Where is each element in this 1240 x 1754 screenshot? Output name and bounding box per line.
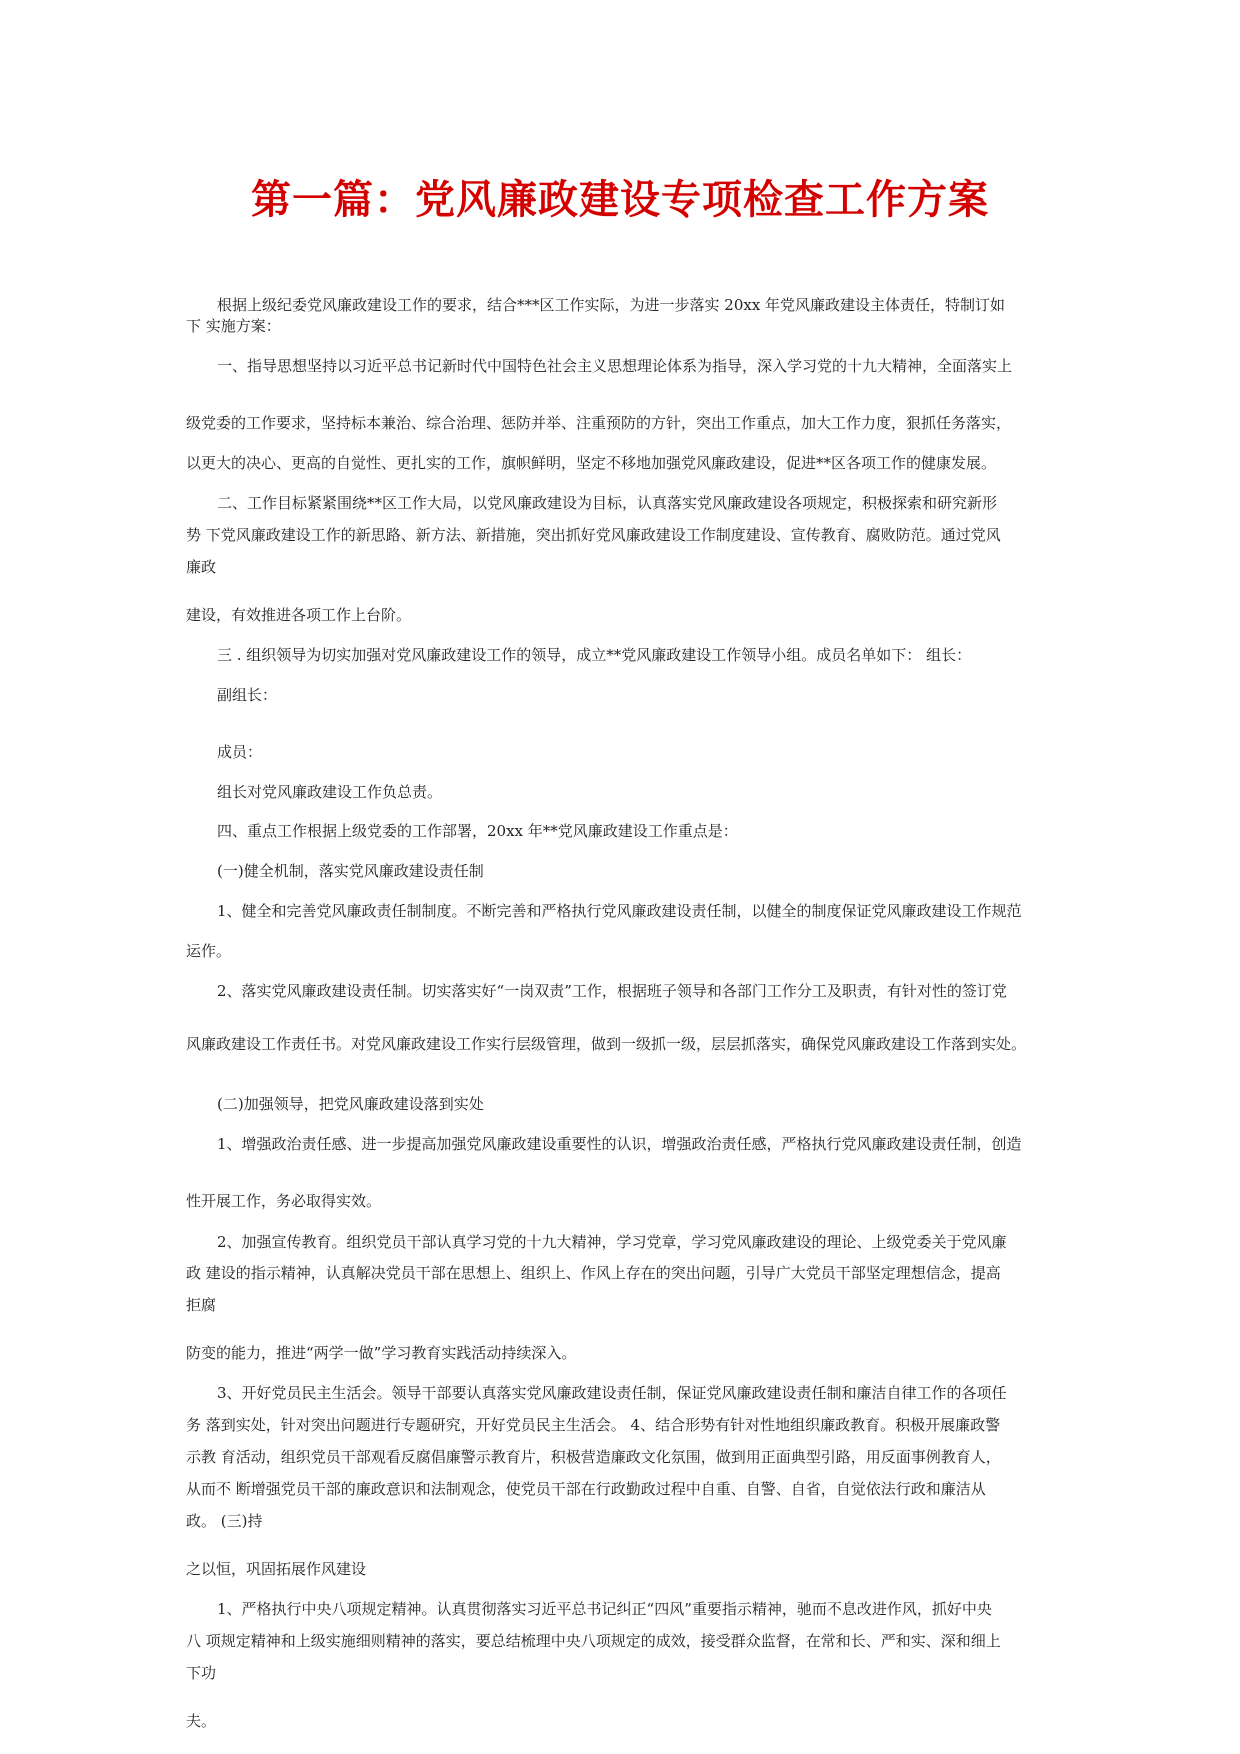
paragraph-line: 势 下党风廉政建设工作的新思路、新方法、新措施，突出抓好党风廉政建设工作制度建设、宣传教育、腐败防范。通过党风: [186, 526, 1001, 544]
paragraph-line: 组长对党风廉政建设工作负总责。: [217, 783, 443, 801]
paragraph-line: 下 实施方案：: [186, 317, 281, 335]
paragraph-line: 二、工作目标紧紧围绕**区工作大局，以党风廉政建设为目标，认真落实党风廉政建设各项规定，积极探索和研究新形: [217, 494, 998, 512]
paragraph-line: 1、增强政治责任感、进一步提高加强党风廉政建设重要性的认识，增强政治责任感，严格执行党风廉政建设责任制，创造: [217, 1135, 1022, 1153]
paragraph-line: 级党委的工作要求，坚持标本兼治、综合治理、惩防并举、注重预防的方针，突出工作重点，加大工作力度，狠抓任务落实，: [186, 414, 1012, 432]
paragraph-line: (二)加强领导，把党风廉政建设落到实处: [217, 1095, 484, 1113]
paragraph-line: 2、落实党风廉政建设责任制。切实落实好“一岗双责”工作，根据班子领导和各部门工作分工及职责，有针对性的签订党: [217, 982, 1007, 1000]
paragraph-line: 副组长：: [217, 686, 278, 704]
paragraph-line: 运作。: [186, 942, 232, 960]
paragraph-line: 一、指导思想坚持以习近平总书记新时代中国特色社会主义思想理论体系为指导，深入学习党的十九大精神，全面落实上: [217, 357, 1013, 375]
paragraph-line: 3、开好党员民主生活会。领导干部要认真落实党风廉政建设责任制，保证党风廉政建设责任制和廉洁自律工作的各项任: [217, 1384, 1007, 1402]
paragraph-line: 政。 (三)持: [186, 1512, 263, 1530]
paragraph-line: 拒腐: [186, 1296, 217, 1314]
paragraph-line: 夫。: [186, 1712, 217, 1730]
document-title: 第一篇：党风廉政建设专项检查工作方案: [251, 176, 989, 223]
paragraph-line: 四、重点工作根据上级党委的工作部署，20xx 年**党风廉政建设工作重点是：: [217, 822, 738, 840]
paragraph-line: 性开展工作，务必取得实效。: [186, 1192, 382, 1210]
paragraph-line: 三 . 组织领导为切实加强对党风廉政建设工作的领导，成立**党风廉政建设工作领导小组。成员名单如下： 组长：: [217, 646, 972, 664]
paragraph-line: 务 落到实处，针对突出问题进行专题研究，开好党员民主生活会。 4、结合形势有针对性地组织廉政教育。积极开展廉政警: [186, 1416, 1001, 1434]
paragraph-line: 示教 育活动，组织党员干部观看反腐倡廉警示教育片，积极营造廉政文化氛围，做到用正面典型引路，用反面事例教育人，: [186, 1448, 1001, 1466]
paragraph-line: 成员：: [217, 743, 263, 761]
paragraph-line: 下功: [186, 1664, 217, 1682]
paragraph-line: 八 项规定精神和上级实施细则精神的落实，要总结梳理中央八项规定的成效，接受群众监督，在常和长、严和实、深和细上: [186, 1632, 1001, 1650]
paragraph-line: 1、严格执行中央八项规定精神。认真贯彻落实习近平总书记纠正“四风”重要指示精神，驰而不息改进作风，抓好中央: [217, 1600, 992, 1618]
paragraph-line: 从而不 断增强党员干部的廉政意识和法制观念，使党员干部在行政勤政过程中自重、自警、自省，自觉依法行政和廉洁从: [186, 1480, 986, 1498]
paragraph-line: 之以恒，巩固拓展作风建设: [186, 1560, 367, 1578]
paragraph-line: 2、加强宣传教育。组织党员干部认真学习党的十九大精神，学习党章，学习党风廉政建设的理论、上级党委关于党风廉: [217, 1233, 1007, 1251]
paragraph-line: 建设，有效推进各项工作上台阶。: [186, 606, 412, 624]
paragraph-line: 政 建设的指示精神，认真解决党员干部在思想上、组织上、作风上存在的突出问题，引导广大党员干部坚定理想信念，提高: [186, 1264, 1001, 1282]
paragraph-line: 防变的能力，推进“两学一做”学习教育实践活动持续深入。: [186, 1344, 577, 1362]
paragraph-line: 风廉政建设工作责任书。对党风廉政建设工作实行层级管理，做到一级抓一级，层层抓落实，确保党风廉政建设工作落到实处。: [186, 1035, 1027, 1053]
paragraph-line: (一)健全机制，落实党风廉政建设责任制: [217, 862, 484, 880]
paragraph-line: 廉政: [186, 558, 217, 576]
paragraph-line: 1、健全和完善党风廉政责任制制度。不断完善和严格执行党风廉政建设责任制，以健全的制度保证党风廉政建设工作规范: [217, 902, 1022, 920]
paragraph-line: 根据上级纪委党风廉政建设工作的要求，结合***区工作实际，为进一步落实 20xx 年党风廉政建设主体责任，特制订如: [217, 296, 1006, 314]
paragraph-line: 以更大的决心、更高的自觉性、更扎实的工作，旗帜鲜明，坚定不移地加强党风廉政建设，促进**区各项工作的健康发展。: [186, 454, 997, 472]
